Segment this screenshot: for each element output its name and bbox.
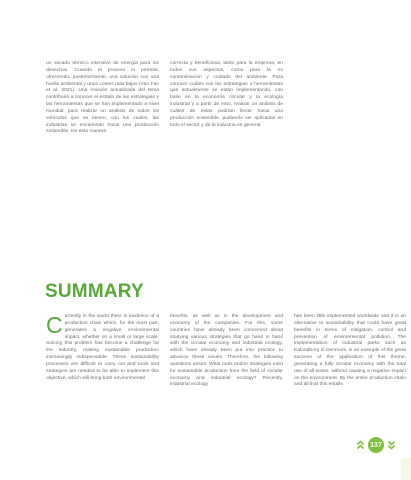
spanish-text-column-2: correcta y beneficiosa, tanto para la empresa, en todos sus aspectos, como para la no contaminación y cuidado del ambiente. Para conocer cuáles son las estrategias o herramientas que actualmente se están implementando, con base en la economía circular y la ecología industrial y a partir de esto, realizar un análisis de cuáles de estas podrían llevar hacia una producción sostenible, pudiendo ser aplicadas en todo el sector y de la industria en general. — [170, 61, 283, 128]
double-chevron-up-icon[interactable] — [356, 439, 365, 451]
page-edge-tab — [401, 458, 411, 480]
summary-column-3: has been little implemented worldwide and it is an alternative to sustainability that could have great benefits in terms of mitigation, control and prevention of environmental pollution. The implementation of industrial parks such as Kalundborg in Denmark, is an example of the great success of the application of this theme, generating a fully circular economy with the total use of all waste, without causing a negative impact on the environment. By the entire production chain and all that this entails — [294, 314, 406, 388]
page-number-badge: 137 — [368, 437, 384, 453]
summary-column-2: benefits, as well as in the development and economy of the companies. For this, some countries have already been concerned about studying various strategies that go hand in hand with the circular economy and industrial ecology, which have already been put into practice to advance these issues. Therefore, the following questions arises: What tools and/or strategies exist for sustainable production from the field of circular economy and industrial ecology? Recently, industrial ecology — [170, 314, 283, 388]
drop-cap: C — [46, 312, 63, 338]
spanish-text-column-1: un secado térmico intensivo de energía para los desechos. Cuando el proceso lo permita, ofreciendo, posteriormente, una solución con una huella ambiental y unos costes más bajos (Van Fan et al. 2021). Una revisión actualizada del tema contribuirá a conocer el estado de las estrategias y las herramientas que se han implementado a nivel mundial, para realizar un análisis de todos los vehículos que se tienen, con los cuales, las industrias se encaminan hacia una producción sostenible. De esta manera — [46, 61, 159, 135]
summary-column-1 — [46, 314, 159, 382]
summary-heading: SUMMARY — [45, 281, 144, 302]
summary-column-1-text: urrently in the world there is evidence of a production chain which, for the most part, generates a negative environmental impact, whether on a small or large scale. Solving this problem has become a challenge for the industry, making sustainable production increasingly indispensable. These sustainability processes are difficult to carry out and tools and strategies are needed to be able to implement this objective, which will bring both environmental — [46, 314, 159, 381]
double-chevron-down-icon[interactable] — [387, 439, 396, 451]
page-navigation — [356, 437, 396, 453]
